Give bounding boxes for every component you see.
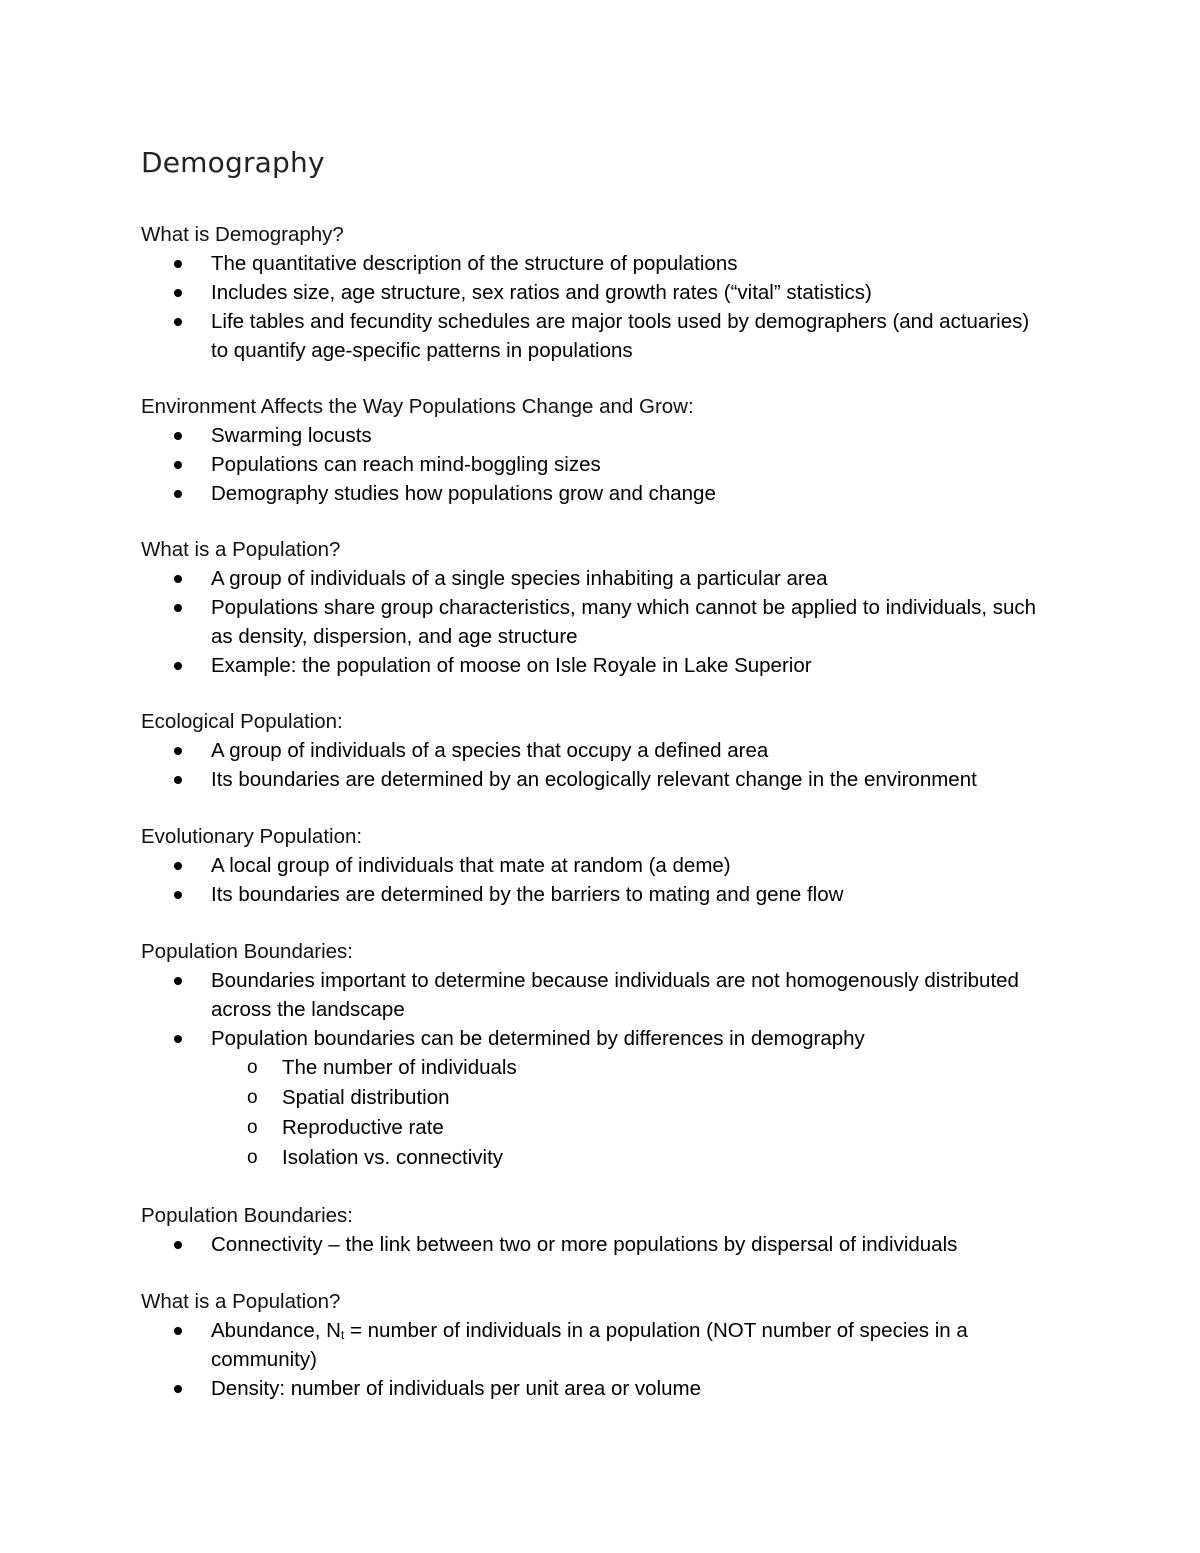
list-item	[141, 421, 1051, 450]
list-item-text: Includes size, age structure, sex ratios and growth rates (“vital” statistics)	[211, 281, 872, 304]
bullet-icon	[174, 289, 182, 297]
page-title: Demography	[141, 146, 325, 179]
list-item-text: A group of individuals of a single species inhabiting a particular area	[211, 567, 828, 590]
section-heading: Population Boundaries:	[141, 1204, 353, 1227]
abundance-prefix: Abundance, N	[211, 1319, 341, 1342]
sub-list-item	[211, 1113, 1051, 1143]
section-heading: Environment Affects the Way Populations Change and Grow:	[141, 395, 694, 418]
section-heading: Evolutionary Population:	[141, 825, 363, 848]
section-environment-affects	[141, 392, 1051, 508]
list-item	[141, 1374, 1051, 1403]
bullet-list	[141, 1230, 1051, 1259]
bullet-icon	[174, 1035, 182, 1043]
list-item	[141, 450, 1051, 479]
bullet-icon	[174, 575, 182, 583]
bullet-list	[141, 966, 1051, 1173]
bullet-icon	[174, 604, 182, 612]
sub-list-item-text: Isolation vs. connectivity	[282, 1146, 504, 1169]
bullet-icon	[174, 1241, 182, 1249]
list-item	[141, 1316, 1051, 1374]
list-item	[141, 851, 1051, 880]
list-item-text: Its boundaries are determined by an ecologically relevant change in the environment	[211, 768, 977, 791]
bullet-list	[141, 249, 1051, 365]
list-item-text: Populations share group characteristics, many which cannot be applied to individuals, such as density, dispersion, and age structure	[211, 596, 1037, 648]
list-item	[141, 765, 1051, 794]
section-heading: Population Boundaries:	[141, 940, 353, 963]
list-item-text: Boundaries important to determine because individuals are not homogenously distributed across the landscape	[211, 969, 1019, 1021]
section-evolutionary-population	[141, 822, 1051, 909]
bullet-list	[141, 736, 1051, 794]
circle-bullet-icon: o	[247, 1087, 258, 1108]
section-what-is-a-population	[141, 535, 1051, 680]
section-heading: What is Demography?	[141, 223, 344, 246]
section-heading: What is a Population?	[141, 1290, 341, 1313]
bullet-icon	[174, 461, 182, 469]
sub-list-item-text: Spatial distribution	[282, 1086, 450, 1109]
section-population-boundaries-connectivity	[141, 1201, 1051, 1259]
list-item-text: Density: number of individuals per unit area or volume	[211, 1377, 701, 1400]
sub-list	[211, 1053, 1051, 1173]
circle-bullet-icon: o	[247, 1117, 258, 1138]
circle-bullet-icon: o	[247, 1057, 258, 1078]
bullet-list	[141, 421, 1051, 508]
abundance-subscript: t	[340, 1328, 345, 1342]
list-item	[141, 651, 1051, 680]
section-what-is-demography	[141, 220, 1051, 365]
bullet-icon	[174, 891, 182, 899]
list-item	[141, 307, 1051, 365]
list-item	[141, 966, 1051, 1024]
section-population-boundaries	[141, 937, 1051, 1173]
bullet-icon	[174, 862, 182, 870]
list-item-text: Population boundaries can be determined by differences in demography	[211, 1027, 865, 1050]
sub-list-item-text: Reproductive rate	[282, 1116, 444, 1139]
list-item	[141, 479, 1051, 508]
bullet-list	[141, 564, 1051, 680]
list-item	[141, 593, 1051, 651]
list-item	[141, 1230, 1051, 1259]
list-item	[141, 249, 1051, 278]
section-ecological-population	[141, 707, 1051, 794]
list-item-text: Demography studies how populations grow and change	[211, 482, 716, 505]
sub-list-item	[211, 1083, 1051, 1113]
bullet-icon	[174, 1385, 182, 1393]
bullet-icon	[174, 318, 182, 326]
bullet-icon	[174, 776, 182, 784]
sub-list-item	[211, 1053, 1051, 1083]
list-item-text: A local group of individuals that mate at random (a deme)	[211, 854, 731, 877]
sub-list-item-text: The number of individuals	[282, 1056, 517, 1079]
section-heading: What is a Population?	[141, 538, 341, 561]
list-item-text: Populations can reach mind-boggling sizes	[211, 453, 601, 476]
bullet-icon	[174, 260, 182, 268]
bullet-icon	[174, 977, 182, 985]
list-item-text: Connectivity – the link between two or more populations by dispersal of individuals	[211, 1233, 958, 1256]
bullet-list	[141, 1316, 1051, 1403]
list-item	[141, 880, 1051, 909]
list-item-text: Its boundaries are determined by the barriers to mating and gene flow	[211, 883, 844, 906]
bullet-icon	[174, 432, 182, 440]
bullet-icon	[174, 747, 182, 755]
section-what-is-a-population-abundance	[141, 1287, 1051, 1403]
list-item	[141, 1024, 1051, 1173]
list-item-text: The quantitative description of the structure of populations	[211, 252, 738, 275]
list-item-text: Example: the population of moose on Isle Royale in Lake Superior	[211, 654, 812, 677]
bullet-list	[141, 851, 1051, 909]
list-item	[141, 736, 1051, 765]
bullet-icon	[174, 490, 182, 498]
section-heading: Ecological Population:	[141, 710, 343, 733]
list-item-text: Swarming locusts	[211, 424, 372, 447]
sub-list-item	[211, 1143, 1051, 1173]
abundance-suffix: = number of individuals in a population (NOT number of species in a community)	[211, 1319, 968, 1371]
list-item	[141, 278, 1051, 307]
list-item	[141, 564, 1051, 593]
list-item-text: A group of individuals of a species that occupy a defined area	[211, 739, 769, 762]
list-item-text: Life tables and fecundity schedules are major tools used by demographers (and actuaries) to quantify age-specific patterns in populations	[211, 310, 1030, 362]
bullet-icon	[174, 662, 182, 670]
bullet-icon	[174, 1327, 182, 1335]
circle-bullet-icon: o	[247, 1147, 258, 1168]
